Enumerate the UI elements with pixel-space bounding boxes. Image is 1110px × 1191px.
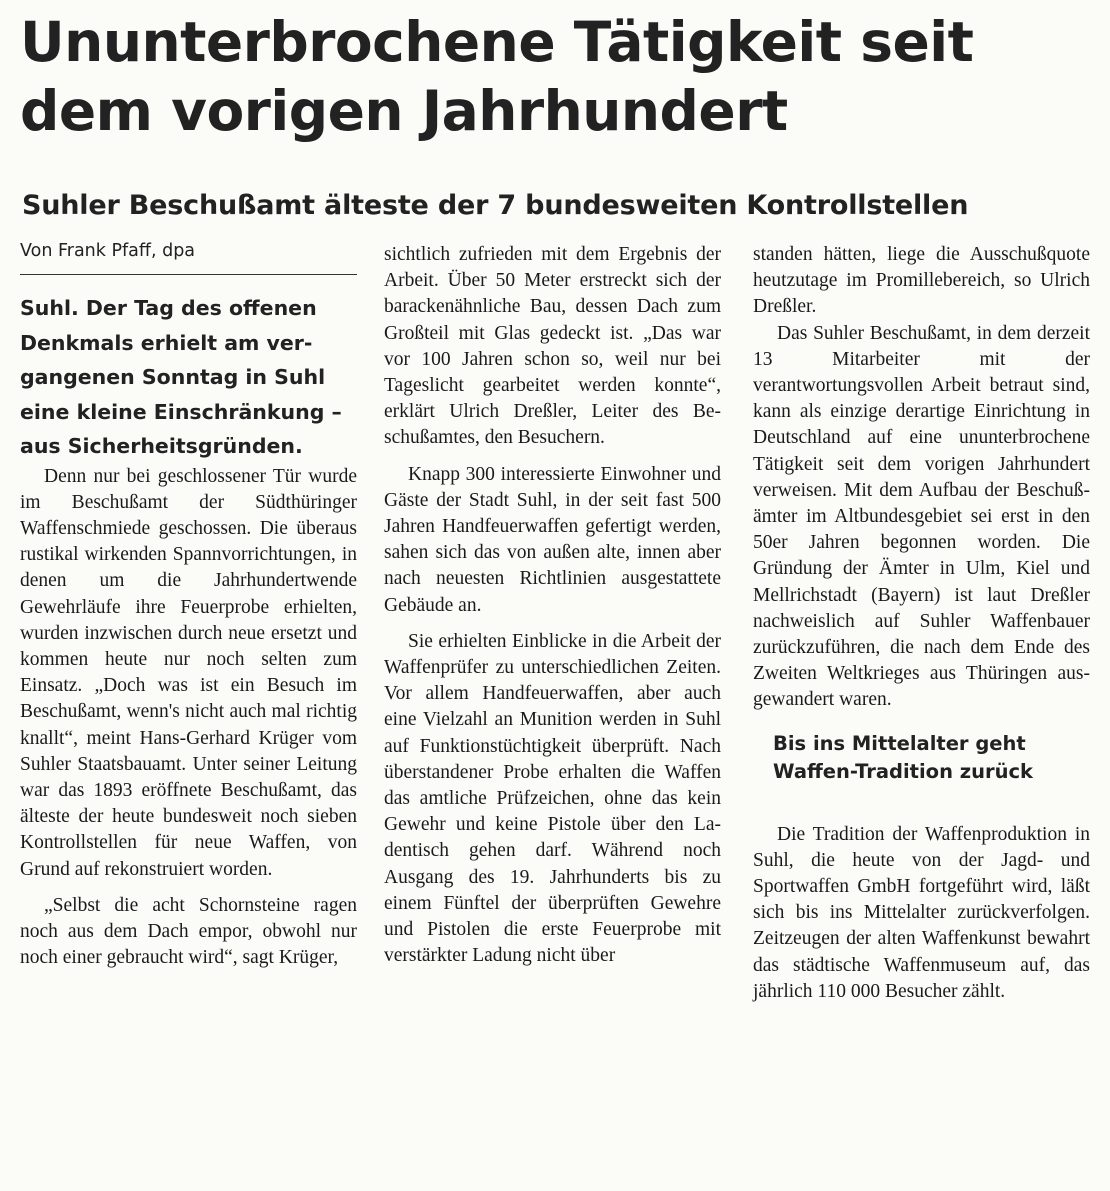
headline — [20, 8, 1100, 146]
paragraph-2-continued — [384, 242, 721, 452]
intertitle: Bis ins Mittelalter geht Waffen-Tradition zurück — [773, 731, 1034, 783]
paragraph-5 — [753, 321, 1090, 714]
paragraph-2-text: „Selbst die acht Schornsteine ragen noch aus dem Dach empor, obwohl nur noch einer gebraucht wird“, sagt Krüger, — [20, 894, 357, 969]
subheadline-text: Suhler Beschußamt älteste der 7 bundesweiten Kontrollstellen — [22, 190, 969, 221]
subheadline — [22, 186, 1102, 226]
paragraph-2-continued-text: sichtlich zufrieden mit dem Ergebnis der Arbeit. Über 50 Meter erstreckt sich der barackenähnliche Bau, dessen Dach zum Großteil mit Glas gedeckt ist. „Das war vor 100 Jahren schon so, weil nur bei Tageslicht gearbeitet werden konnte“, erklärt Ulrich Dreßler, Leiter des Beschußamtes, den Besuchern. — [384, 244, 721, 449]
column-3 — [753, 242, 1090, 1005]
column-2 — [384, 242, 721, 969]
paragraph-4-continued — [753, 242, 1090, 321]
lead-text: Suhl. Der Tag des offenen Denkmals erhielt am vergangenen Sonntag in Suhl eine kleine Einschränkung – aus Sicherheitsgründen. — [20, 296, 342, 458]
paragraph-5-text: Das Suhler Beschußamt, in dem derzeit 13 Mitarbeiter mit der verantwortungsvollen Arbeit betraut sind, kann als einzige derartige Einrichtung in Deutschland auf eine ununterbrochene Tätigkeit seit dem vorigen Jahrhundert verweisen. Mit dem Aufbau der Beschußämter im Altbundesgebiet sei erst in den 50er Jahren begonnen worden. Die Gründung der Ämter in Ulm, Kiel und Mellrichstadt (Bayern) ist laut Dreßler nachweislich auf Suhler Waffenbauer zurückzuführen, die nach dem Ende des Zweiten Weltkrieges aus Thüringen ausgewandert waren. — [753, 322, 1090, 711]
byline: Von Frank Pfaff, dpa — [20, 241, 196, 261]
paragraph-4 — [384, 629, 721, 970]
paragraph-3: Knapp 300 interessierte Einwohner und Gäste der Stadt Suhl, in der seit fast 500 Jahren Handfeuerwaffen gefertigt werden, sahen sich das von außen alte, innen aber nach neuesten Richtlinien ausgestattete Gebäude an. — [384, 463, 721, 616]
closing-paragraph-text: Die Tradition der Waffenproduktion in Suhl, die heute von der Jagd- und Sportwaffen GmbH fortgeführt wird, läßt sich bis ins Mittelalter zurückverfolgen. Zeitzeugen der alten Waffenkunst bewahrt das städtische Waffenmuseum auf, das jährlich 110 000 Besucher zählt. — [753, 823, 1090, 1002]
byline-rule — [20, 274, 357, 275]
paragraph-4-continued-text: standen hätten, liege die Ausschußquote heutzutage im Promillebereich, so Ulrich Dreßler. — [753, 244, 1090, 318]
column-1 — [20, 238, 357, 971]
headline-text: Ununterbrochene Tätigkeit seit dem vorigen Jahrhundert — [20, 10, 974, 143]
paragraph-4-text: Sie erhielten Einblicke in die Arbeit der Waffenprüfer zu unterschiedlichen Zeiten. Vor allem Handfeuerwaffen, aber auch eine Vielzahl an Munition werden in Suhl auf Funktionstüchtigkeit überprüft. Nach überstandener Probe erhalten die Waffen das amtliche Prüfzeichen, ohne das kein Gewehr und keine Pistole über den Ladentisch gehen darf. Während noch Ausgang des 19. Jahrhunderts bis zu einem Fünftel der überprüften Gewehre und Pistolen die erste Feuerprobe mit verstärkter Ladung nicht über — [384, 630, 721, 967]
closing-paragraph — [753, 822, 1090, 1005]
paragraph-2 — [20, 893, 357, 972]
paragraph-1 — [20, 464, 357, 883]
paragraph-1-text: Denn nur bei geschlossener Tür wurde im Beschußamt der Südthüringer Waffenschmiede geschossen. Die überaus rustikal wirkenden Spannvorrichtungen, in denen um die Jahrhundertwende Gewehrläufe ihre Feuerprobe erhielten, wurden inzwischen durch neue ersetzt und kommen heute nur noch selten zum Einsatz. „Doch was ist ein Besuch im Beschußamt, wenn's nicht auch mal richtig knallt“, meint Hans-Gerhard Krüger vom Suhler Staatsbauamt. Unter seiner Leitung war das 1893 eröffnete Beschußamt, das älteste der heute bundesweit noch sieben Kontrollstellen für neue Waffen, von Grund auf rekonstruiert worden. — [20, 465, 357, 880]
lead-paragraph — [20, 291, 357, 464]
